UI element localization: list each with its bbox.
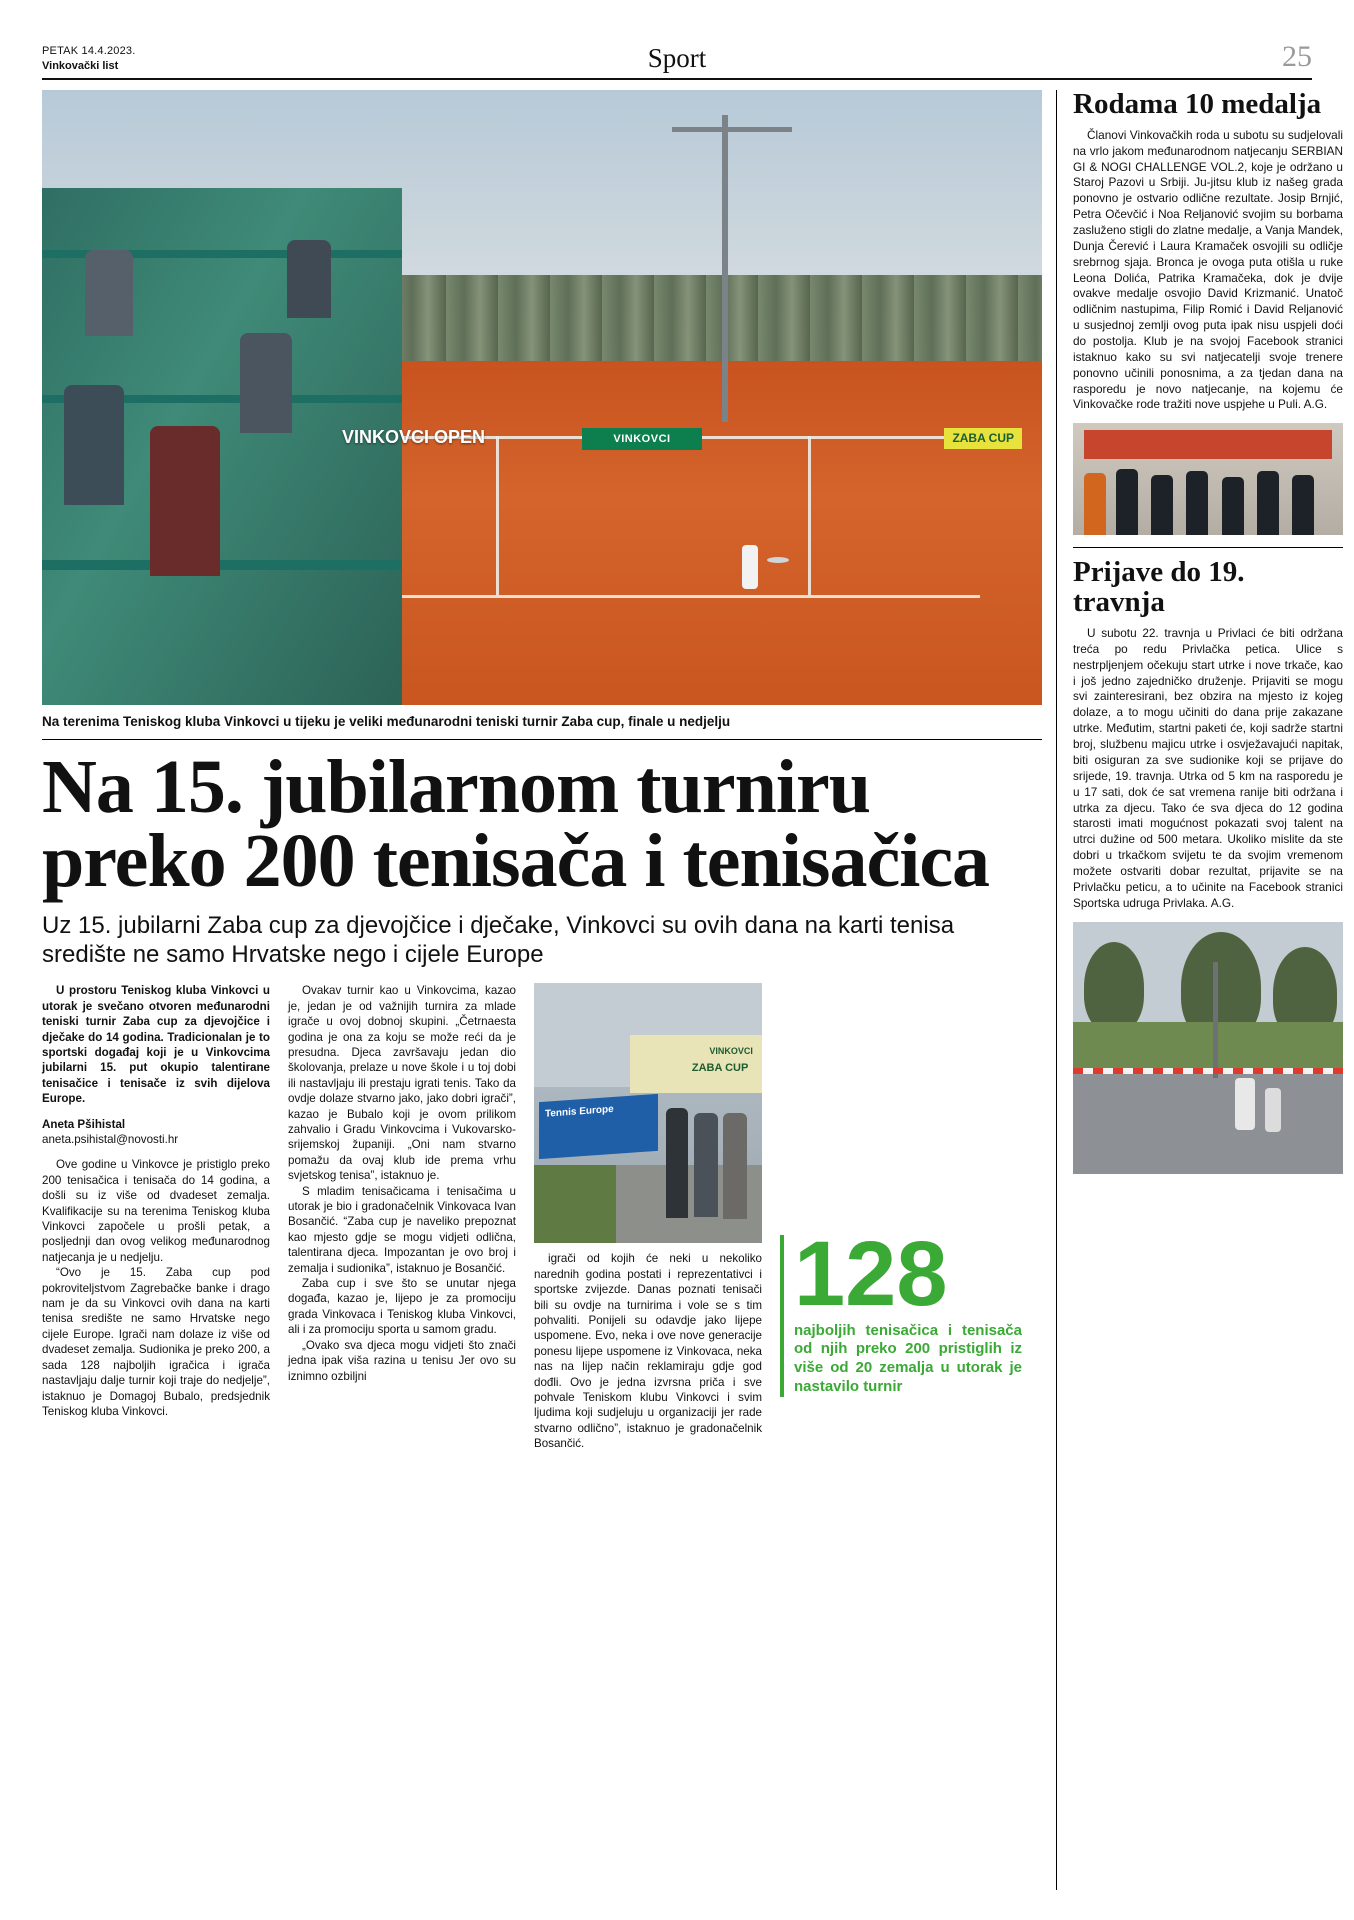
sidebar-article-1-body (1073, 128, 1343, 413)
photo-caption: Na terenima Teniskog kluba Vinkovci u tijeku je veliki međunarodni teniski turnir Zaba cup, finale u nedjelju (42, 714, 731, 729)
statistic-text: najboljih tenisačica i tenisača od njih preko 200 pristiglih iz više od 20 zemalja u utorak je nastavilo turnir (794, 1321, 1022, 1396)
person (1292, 475, 1314, 535)
photo-grass (1073, 1022, 1343, 1067)
person (1151, 475, 1173, 535)
runner (1235, 1078, 1255, 1130)
person (666, 1108, 688, 1218)
divider (1073, 547, 1343, 548)
paragraph: Zaba cup i sve što se unutar njega događa, kazao je, lijepo je za promociju grada Vinkovaca i Teniskog kluba Vinkovci, ali i za promociju sporta u samom gradu. (288, 1277, 516, 1337)
person (1116, 469, 1138, 535)
rail (42, 560, 402, 570)
paper-name: Vinkovački list (42, 60, 119, 73)
paragraph: igrači od kojih će neki u nekoliko narednih godina postati i reprezentativci i sportske zvijezde. Danas poznati tenisači bili su ovdje na turnirima i vole se s tim pohvaliti. Ponijeli su odavdje jako lijepe uspomene. Evo, neka i ove nove generacije ponesu lijepe uspomene iz Vinkovaca, neka nas na lijep način reklamiraju gdje god dođli. Ovo je jedna izvrsna priča i sve pohvale Teniskom klubu Vinkovci i svim ljudima koji sudjeluju u organizaciji jer rade stvarno odlično”, istaknuo je gradonačelnik Bosančić. (534, 1252, 762, 1451)
photo-grass (534, 1165, 616, 1243)
statistic-number: 128 (794, 1223, 948, 1326)
court-line (324, 595, 979, 598)
tennis-player (742, 545, 758, 589)
masthead (42, 40, 1312, 80)
section-title: Sport (647, 43, 707, 73)
statistic-callout (780, 1223, 1022, 1397)
sidebar-photo-2 (1073, 922, 1343, 1174)
light-pole (722, 115, 728, 423)
person (694, 1113, 718, 1217)
tennis-europe-banner (539, 1094, 658, 1159)
person (723, 1113, 747, 1219)
divider (42, 739, 1042, 740)
tent-label: VINKOVCI (709, 1045, 753, 1056)
runner (1265, 1088, 1281, 1132)
paragraph: “Ovo je 15. Zaba cup pod pokroviteljstvom Zagrebačke banke i drago nam je da su Vinkovci ovih dana na karti tenisa središte ne samo Hrvatske nego cijele Europe. Igrači nam dolaze iz više od dvadeset zemalja. Sudionika je preko 200, a sada 128 najboljih igračica i igrača nastavljaju dalje turnir koji traje do nedjelje”, istaknuo je Domagoj Bubalo, predsjednik Teniskog kluba Vinkovci. (42, 1266, 270, 1418)
spectator (240, 333, 292, 433)
person (1186, 471, 1208, 535)
court-line (496, 436, 499, 594)
court-sponsor-banner: VINKOVCI (582, 428, 702, 450)
page-number: 25 (1282, 40, 1312, 73)
secondary-photo (534, 983, 762, 1243)
court-line (808, 436, 811, 594)
tree (1084, 942, 1144, 1032)
sidebar (1056, 90, 1343, 1890)
race-tape (1073, 1068, 1343, 1074)
person (1084, 473, 1106, 535)
paragraph: „Ovako sva djeca mogu vidjeti što znači jedna ipak viša razina u tenisu Jer ovo su iznimno ozbiljni (288, 1338, 516, 1383)
page-title: Na 15. jubilarnom turniru preko 200 tenisača i tenisačica (42, 744, 990, 904)
spectator (64, 385, 124, 505)
issue-date: PETAK 14.4.2023. (42, 45, 136, 58)
article-column-4 (780, 983, 1022, 1451)
traffic-pole (1213, 962, 1218, 1078)
paragraph: S mladim tenisačicama i tenisačima u utorak je bio i gradonačelnik Vinkovaca Ivan Bosančić. “Zaba cup je naveliko prepoznat kao mjesto gdje se mogu vidjeti odlična, talentirana djeca. Impozantan je ovo broj i zemalja i sudionika”, istaknuo je Bosančić. (288, 1184, 516, 1275)
main-photo (42, 90, 1042, 705)
banner-label: Tennis Europe (544, 1103, 614, 1120)
sidebar-article-2-body (1073, 626, 1343, 911)
byline-email: aneta.psihistal@novosti.hr (42, 1133, 179, 1146)
person (1257, 471, 1279, 535)
subheadline: Uz 15. jubilarni Zaba cup za djevojčice i dječake, Vinkovci su ovih dana na karti tenisa središte ne samo Hrvatske nego i cijele Europe (42, 911, 955, 969)
paragraph: U subotu 22. travnja u Privlaci će biti održana treća po redu Privlačka petica. Ulice s nestrpljenjem očekuju start utrke i nove trkače, kao i još jedno zajedničko druženje. Prijaviti se mogu svi zainteresirani, bez obzira na mjesto iz kojeg dolaze, a to mogu učiniti do dana prije zakazane utrke. Međutim, startni paketi će, koji sadrže startni broj, službenu majicu utrke i osvježavajući napitak, biti osiguran za sve sudionike koji se prijave do srijede, 19. travnja. Utrka od 5 km na rasporedu je u 17 sati, dok će sat vremena ranije biti održana i utrka za djecu. Tako će sva djeca do 12 godina starosti imati mogućnost pokazati svoj talent na utrci dužine od 500 metara. Ukoliko mislite da ste dobri u trkačkom svijetu te da svojim vremenom možete ostvariti dobar rezultat, prijavite se na Privlačku peticu, a to učinite na Facebook stranici Sportska udruga Privlaka. A.G. (1073, 626, 1343, 910)
spacer (780, 983, 1008, 1227)
photo-road (1073, 1068, 1343, 1174)
paragraph: Ovakav turnir kao u Vinkovcima, kazao je, jedan je od važnijih turnira za mlade igrače u ovoj dobnoj skupini. „Četrnaesta godina je ona za koju se može reći da je presudna. Djeca završavaju jedan dio školovanja, prelaze u nove škole i u toj dobi ili nastavljaju ili prestaju igrati tenis. Tako da ovdje dolaze stvarno jako, jako dobri igrači”, kazao je Bubalo koji je ovom prilikom zahvalio i Gradu Vinkovcima i Vukovarsko-srijemskoj županiji. „Oni nam stvarno pomažu da ovaj klub ide prema vrhu svjetskog tenisa”, istaknuo je. (288, 984, 516, 1183)
zaba-cup-badge: ZABA CUP (944, 428, 1022, 449)
paragraph: Ove godine u Vinkovce je pristiglo preko 200 tenisačica i tenisača do 14 godina, a došli su iz više od dvadeset zemalja. Kvalifikacije su na terenima Teniskog kluba Vinkovci započele u prošli petak, a posljednji dan ovog velikog međunarodnog natjecanja je u nedjelju. (42, 1158, 270, 1264)
vinkovci-open-label: VINKOVCI OPEN (342, 427, 486, 448)
lead-paragraph: U prostoru Teniskog kluba Vinkovci u utorak je svečano otvoren međunarodni teniski turnir Zaba cup za djevojčice i dječake do 14 godina. Tradicionalan je to sportski događaj koji je u Vinkovcima jubilarni 15. put okupio talentirane tenisačice i tenisače iz svih dijelova Europe. (42, 984, 270, 1106)
sidebar-photo-1 (1073, 423, 1343, 535)
article-body (42, 983, 1042, 1451)
masthead-left (42, 44, 136, 74)
article-column-2 (288, 983, 516, 1451)
spectator (85, 250, 133, 336)
article-column-1 (42, 983, 270, 1451)
tent-sponsor-label: ZABA CUP (691, 1062, 749, 1075)
spectator (287, 240, 331, 318)
paragraph: Članovi Vinkovačkih roda u subotu su sudjelovali na vrlo jakom međunarodnom natjecanju SERBIAN GI & NOGI CHALLENGE VOL.2, koje je održano u Staroj Pazovi u Srbiji. Ju-jitsu klub iz našeg grada ponovno je ostvario odlične rezultate. Josip Brnjić, Petra Očevčić i Noa Reljanović svojim su borbama zasluženo stigli do zlatne medalje, a Vanja Mandek, Dunja Čerević i Laura Kramaček osvojili su odličje srebrnog sjaja. Bronca je ovoga puta otišla u ruke Leona Dolića, Patrika Kramačeka, dok je dvije ovakve medalje osvojio David Krizmanić. Unatoč odličnim nastupima, Filip Romić i David Reljanović u susjednoj zemlji ovog puta ipak nisu uspjeli doći do postolja. Klub je na svojoj Facebook stranici istaknuo kako su svi natjecatelji svoje trenere ponovno učinili ponosnima, a za tjedan dana na rasporedu je novo natjecanje, na kojemu će Vinkovačke rode tražiti nove uspjehe u Puli. A.G. (1073, 127, 1343, 412)
sidebar-article-2-title: Prijave do 19. travnja (1073, 556, 1245, 619)
byline-author: Aneta Pšihistal (42, 1117, 126, 1131)
person (1222, 477, 1244, 535)
main-content (42, 90, 1042, 1890)
spectator (150, 426, 220, 576)
event-banner (1084, 430, 1332, 459)
sidebar-article-1-title: Rodama 10 medalja (1073, 88, 1322, 120)
article-column-3 (534, 983, 762, 1451)
light-bar (672, 127, 792, 132)
